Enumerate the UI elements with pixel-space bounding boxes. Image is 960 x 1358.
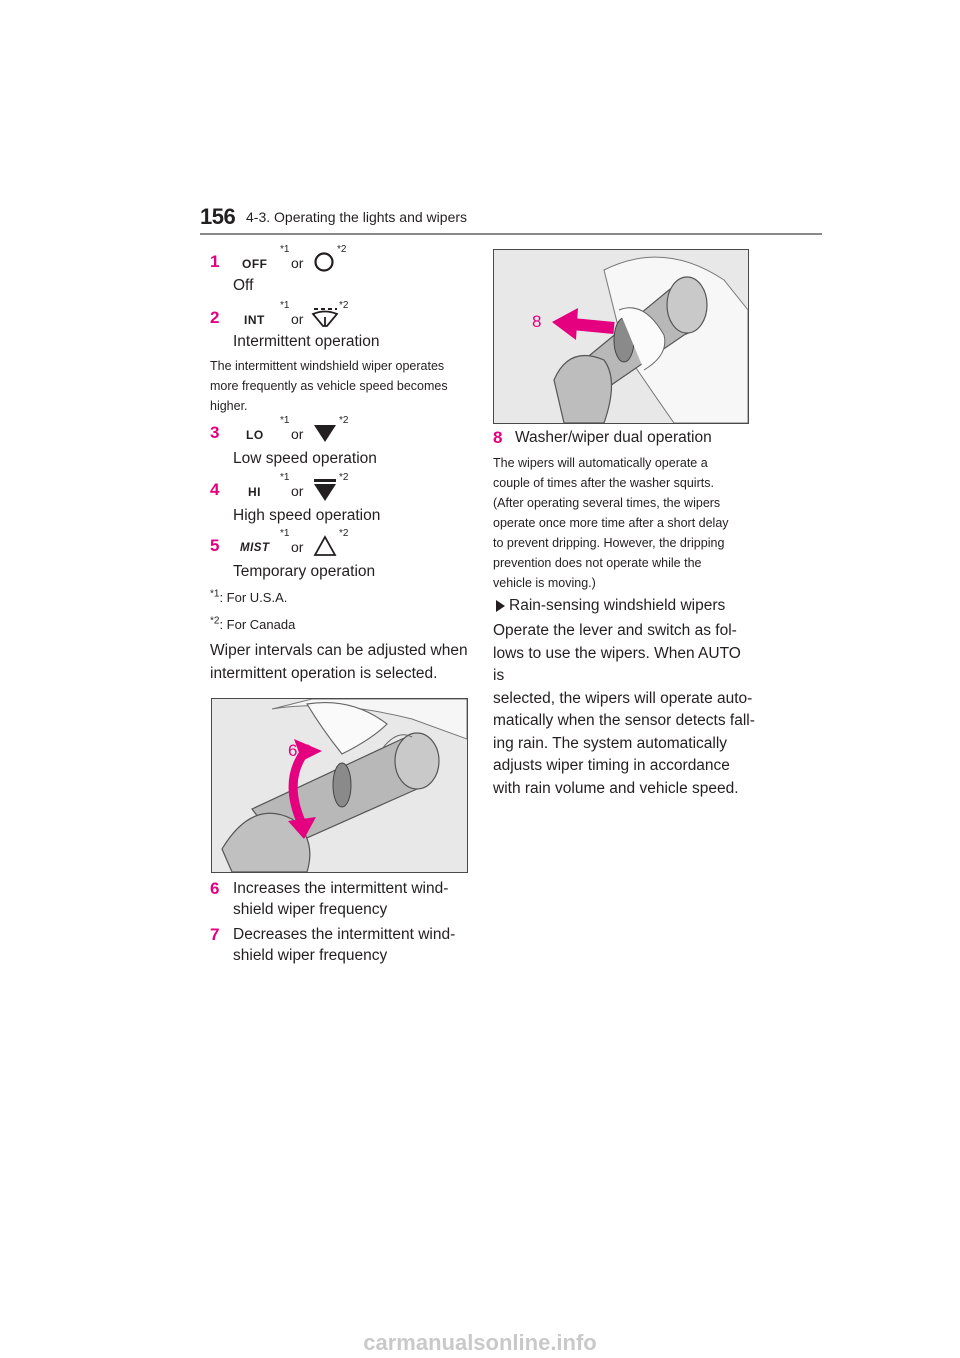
footnote-text: : For Canada — [219, 617, 296, 632]
washer-note-line: prevention does not operate while the — [493, 556, 702, 570]
washer-lever-illustration — [494, 250, 748, 423]
circle-icon — [313, 251, 335, 273]
item-number: 4 — [210, 480, 220, 499]
mode-label: Off — [233, 277, 254, 294]
mode-code: MIST — [240, 542, 270, 554]
washer-note-line: to prevent dripping. However, the dripping — [493, 536, 725, 550]
page-number: 156 — [200, 204, 236, 229]
item-text-line: Decreases the intermittent wind- — [233, 926, 456, 943]
figure-label-7: 7 — [300, 821, 310, 840]
or-text: or — [291, 311, 304, 327]
wiper-interval-figure — [211, 698, 468, 873]
mode-item-lo: 3 LO *1 or *2 Low speed operation — [210, 415, 377, 467]
item-decrease-frequency — [210, 925, 480, 969]
mode-code: HI — [248, 485, 261, 499]
section-title: 4-3. Operating the lights and wipers — [246, 209, 468, 225]
mode-label: Intermittent operation — [233, 333, 380, 350]
washer-note — [493, 453, 755, 593]
rain-heading-text: Rain-sensing windshield wipers — [509, 597, 726, 614]
rain-body-line: with rain volume and vehicle speed. — [493, 779, 739, 797]
item-number: 1 — [210, 252, 220, 271]
mode-label: High speed operation — [233, 507, 381, 524]
mode-item-off: 1 OFF *1 or *2 Off — [210, 244, 347, 294]
rain-body-line: ing rain. The system automatically — [493, 734, 728, 752]
washer-note-line: vehicle is moving.) — [493, 576, 596, 590]
figure-label-8: 8 — [532, 312, 542, 331]
mode-code: OFF — [242, 257, 268, 271]
item-number: 3 — [210, 423, 220, 442]
item-text-line: shield wiper frequency — [233, 947, 388, 964]
mode-code: INT — [244, 313, 265, 327]
mode-code: LO — [246, 428, 264, 442]
item-number: 7 — [210, 925, 220, 944]
footnote-mark: *2 — [210, 615, 220, 627]
footnote-canada — [210, 617, 295, 632]
item-increase-frequency — [210, 879, 480, 923]
footnote-usa — [210, 590, 287, 605]
wiper-lever-illustration — [212, 699, 467, 872]
intermittent-note: The intermittent windshield wiper operates more frequently as vehicle speed becomes higher. — [210, 359, 448, 413]
mode-item-int: 2 INT *1 or *2 Intermittent operation — [210, 300, 380, 350]
item-number: 6 — [210, 879, 220, 898]
washer-note-line: (After operating several times, the wipers — [493, 496, 721, 510]
or-text: or — [291, 483, 304, 499]
high-speed-triangle-icon — [313, 478, 337, 502]
interval-text: Wiper intervals can be adjusted when intermittent operation is selected. — [210, 642, 468, 682]
rain-body-line: selected, the wipers will operate auto- — [493, 689, 753, 707]
arrow-bullet-icon — [495, 600, 505, 612]
intermittent-wiper-icon — [311, 306, 339, 330]
washer-note-line: couple of times after the washer squirts. — [493, 476, 714, 490]
item-number: 8 — [493, 428, 503, 447]
item-number: 5 — [210, 536, 220, 555]
mode-item-hi: 4 HI *1 or *2 High speed operation — [210, 472, 381, 524]
or-text: or — [291, 426, 304, 442]
or-text: or — [291, 539, 304, 555]
header-rule — [200, 233, 822, 235]
mode-label: Low speed operation — [233, 450, 377, 467]
footnote-text: : For U.S.A. — [219, 590, 288, 605]
item-washer-dual — [493, 428, 763, 450]
washer-figure — [493, 249, 749, 424]
item-text-line: Washer/wiper dual operation — [515, 429, 712, 446]
rain-body-line: Operate the lever and switch as fol- — [493, 622, 737, 639]
item-text-line: shield wiper frequency — [233, 901, 388, 918]
item-text-line: Increases the intermittent wind- — [233, 880, 449, 897]
rain-body-line: matically when the sensor detects fall- — [493, 712, 755, 729]
or-text: or — [291, 255, 304, 271]
footer-watermark: carmanualsonline.info — [363, 1330, 597, 1355]
figure-label-6: 6 — [288, 741, 298, 760]
footnote-mark: *1 — [210, 588, 220, 600]
mode-label: Temporary operation — [233, 563, 376, 580]
mist-triangle-icon — [313, 535, 337, 557]
washer-note-line: The wipers will automatically operate a — [493, 456, 708, 470]
washer-note-line: operate once more time after a short delay — [493, 516, 729, 530]
rain-body — [493, 620, 755, 800]
item-number: 2 — [210, 308, 220, 327]
mode-item-mist: 5 MIST *1 or *2 Temporary operation — [210, 528, 376, 580]
rain-body-line: lows to use the wipers. When AUTO is — [493, 644, 741, 684]
rain-body-line: adjusts wiper timing in accordance — [493, 757, 730, 774]
low-speed-triangle-icon — [313, 423, 337, 443]
